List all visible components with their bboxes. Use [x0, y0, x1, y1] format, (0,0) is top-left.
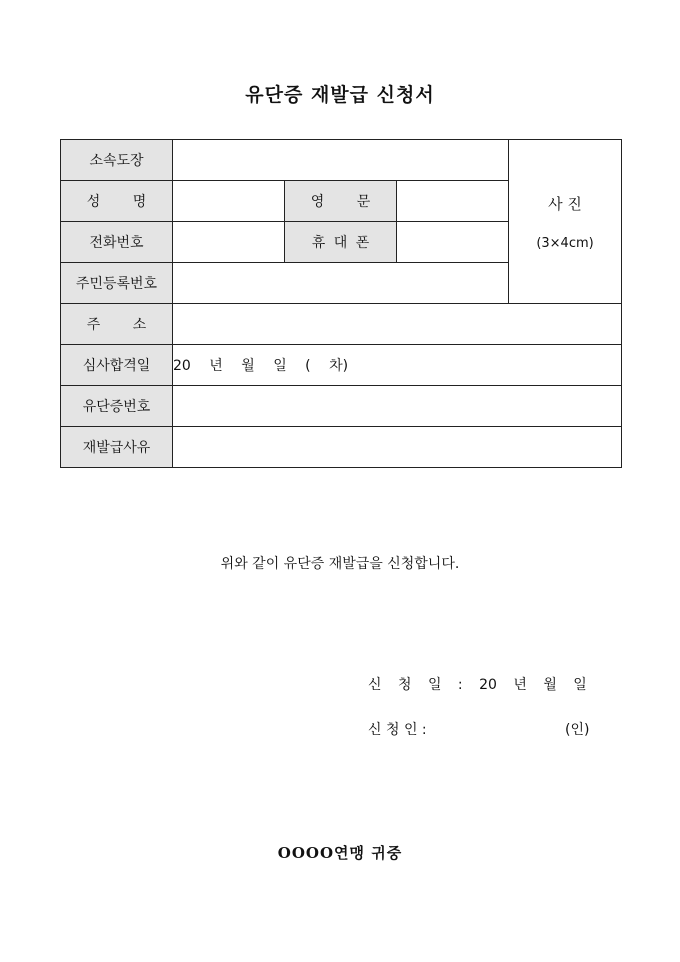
- reissue-reason-label: 재발급사유: [61, 427, 173, 468]
- photo-box: [509, 140, 622, 304]
- recipient-footer: OOOO연맹 귀중: [277, 844, 403, 862]
- resident-id-field[interactable]: [173, 263, 509, 304]
- affiliation-field[interactable]: [173, 140, 509, 181]
- document-title: 유단증 재발급 신청서: [245, 84, 435, 106]
- seal-mark: (인): [565, 722, 590, 738]
- form-row-reissue-reason: [61, 427, 622, 468]
- application-form-table: [60, 139, 622, 468]
- address-label: 주 소: [61, 304, 173, 345]
- affiliation-label: 소속도장: [61, 140, 173, 181]
- form-row-address: [61, 304, 622, 345]
- english-name-field[interactable]: [397, 181, 509, 222]
- exam-pass-field[interactable]: 20 년 월 일 ( 차): [173, 345, 622, 386]
- resident-id-label: 주민등록번호: [61, 263, 173, 304]
- form-row-dan-cert-no: [61, 386, 622, 427]
- phone-field[interactable]: [173, 222, 285, 263]
- dan-cert-no-label: 유단증번호: [61, 386, 173, 427]
- exam-pass-label: 심사합격일: [61, 345, 173, 386]
- mobile-label: 휴 대 폰: [285, 222, 397, 263]
- applicant-line: 신 청 인 :: [368, 722, 427, 738]
- application-statement: 위와 같이 유단증 재발급을 신청합니다.: [220, 556, 460, 572]
- name-label: 성 명: [61, 181, 173, 222]
- address-field[interactable]: [173, 304, 622, 345]
- name-field[interactable]: [173, 181, 285, 222]
- phone-label: 전화번호: [61, 222, 173, 263]
- english-name-label: 영 문: [285, 181, 397, 222]
- application-date-line: 신 청 일 : 20 년 월 일: [368, 677, 587, 693]
- photo-label: 사 진: [548, 194, 582, 213]
- form-row-affiliation: [61, 140, 622, 181]
- photo-size-label: (3×4cm): [536, 235, 594, 251]
- form-row-exam-pass: [61, 345, 622, 386]
- reissue-reason-field[interactable]: [173, 427, 622, 468]
- dan-cert-no-field[interactable]: [173, 386, 622, 427]
- mobile-field[interactable]: [397, 222, 509, 263]
